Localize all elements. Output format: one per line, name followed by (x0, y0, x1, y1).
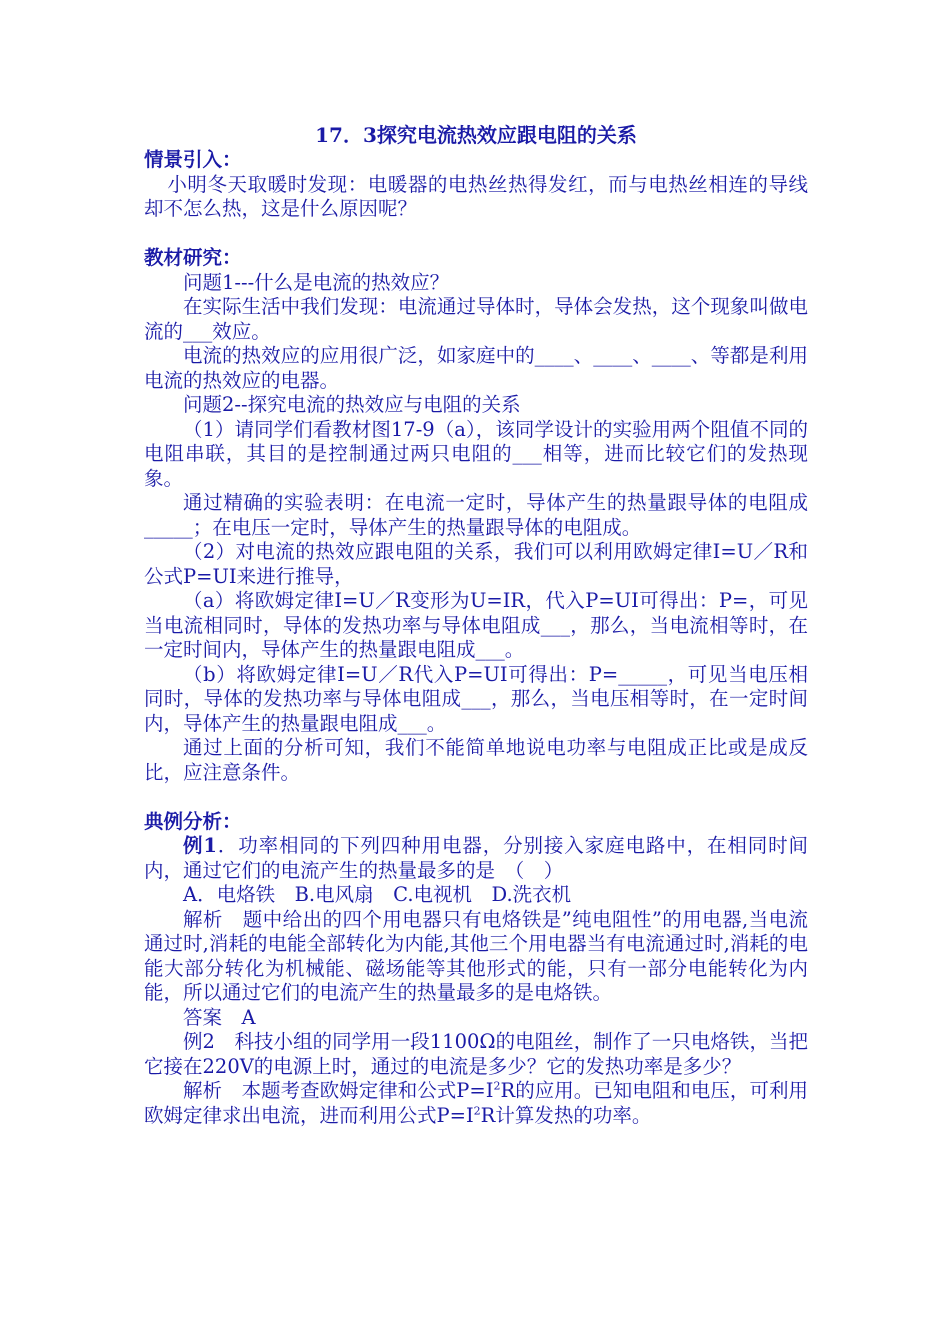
example2-analysis-part: 解析 本题考查欧姆定律和公式P=I (183, 1079, 494, 1102)
study-paragraph: （1）请同学们看教材图17-9（a），该同学设计的实验用两个阻值不同的电阻串联，其目的是控制通过两只电阻的___相等，进而比较它们的发热现象。 (144, 417, 808, 490)
study-paragraph: 通过精确的实验表明：在电流一定时，导体产生的热量跟导体的电阻成_____；在电压一定时，导体产生的热量跟导体的电阻成。 (144, 491, 808, 539)
example1-answer: 答案 A (183, 1005, 256, 1029)
spacer (144, 222, 808, 247)
study-paragraph: 在实际生活中我们发现：电流通过导体时，导体会发热，这个现象叫做电流的___效应。 (144, 295, 808, 343)
example2-analysis-part: R计算发热的功率。 (480, 1103, 652, 1127)
study-paragraph: 电流的热效应的应用很广泛，如家庭中的____、____、____、等都是利用电流的热效应的电器。 (144, 344, 808, 392)
study-paragraph: （b）将欧姆定律I=U／R代入P=UI可得出：P=_____，可见当电压相同时，导体的发热功率与导体电阻成___，那么，当电压相等时，在一定时间内，导体产生的热量跟电阻成___。 (144, 662, 808, 735)
example2-analysis-part: R的应用。已知电阻和电压，可利用欧姆定律求出电流，进而利用公式P=I (144, 1079, 808, 1127)
example1-label: 例1 (183, 834, 217, 857)
study-paragraph: 通过上面的分析可知，我们不能简单地说电功率与电阻成正比或是成反比，应注意条件。 (144, 736, 808, 784)
example1-text: ．功率相同的下列四种用电器，分别接入家庭电路中，在相同时间内，通过它们的电流产生的热量最多的是 （ ） (144, 834, 808, 882)
example2-analysis (144, 1079, 808, 1128)
superscript-2: 2 (473, 1104, 481, 1117)
study-paragraph: （a）将欧姆定律I=U／R变形为U=IR，代入P=UI可得出：P=，可见当电流相同时，导体的发热功率与导体电阻成___，那么，当电流相等时，在一定时间内，导体产生的热量跟电阻成___。 (144, 589, 808, 661)
example1-question (144, 834, 808, 883)
superscript-2: 2 (493, 1079, 501, 1093)
examples-heading: 典例分析： (144, 809, 242, 833)
example1-options: A．电烙铁 B.电风扇 C.电视机 D.洗衣机 (183, 883, 572, 906)
study-paragraph: 问题1---什么是电流的热效应？ (183, 270, 450, 294)
study-paragraph: 问题2--探究电流的热效应与电阻的关系 (183, 393, 521, 416)
example2-question: 例2 科技小组的同学用一段1100Ω的电阻丝，制作了一只电烙铁，当把它接在220V的电源上时，通过的电流是多少？它的发热功率是多少？ (144, 1030, 808, 1078)
document-page (144, 122, 808, 1128)
page-title: 17．3探究电流热效应跟电阻的关系 (315, 123, 637, 147)
example1-analysis: 解析 题中给出的四个用电器只有电烙铁是”纯电阻性”的用电器,当电流通过时,消耗的电能全部转化为内能,其他三个用电器当有电流通过时,消耗的电能大部分转化为机械能、磁场能等其他形式的能，只有一部分电能转化为内能，所以通过它们的电流产生的热量最多的是电烙铁。 (144, 907, 808, 1004)
study-heading: 教材研究： (144, 246, 242, 269)
intro-heading: 情景引入： (144, 148, 242, 171)
intro-paragraph: 小明冬天取暖时发现：电暖器的电热丝热得发红，而与电热丝相连的导线却不怎么热，这是什么原因呢？ (144, 172, 808, 220)
spacer (144, 785, 808, 810)
study-paragraph: （2）对电流的热效应跟电阻的关系，我们可以利用欧姆定律I=U／R和公式P=UI来进行推导， (144, 540, 808, 588)
